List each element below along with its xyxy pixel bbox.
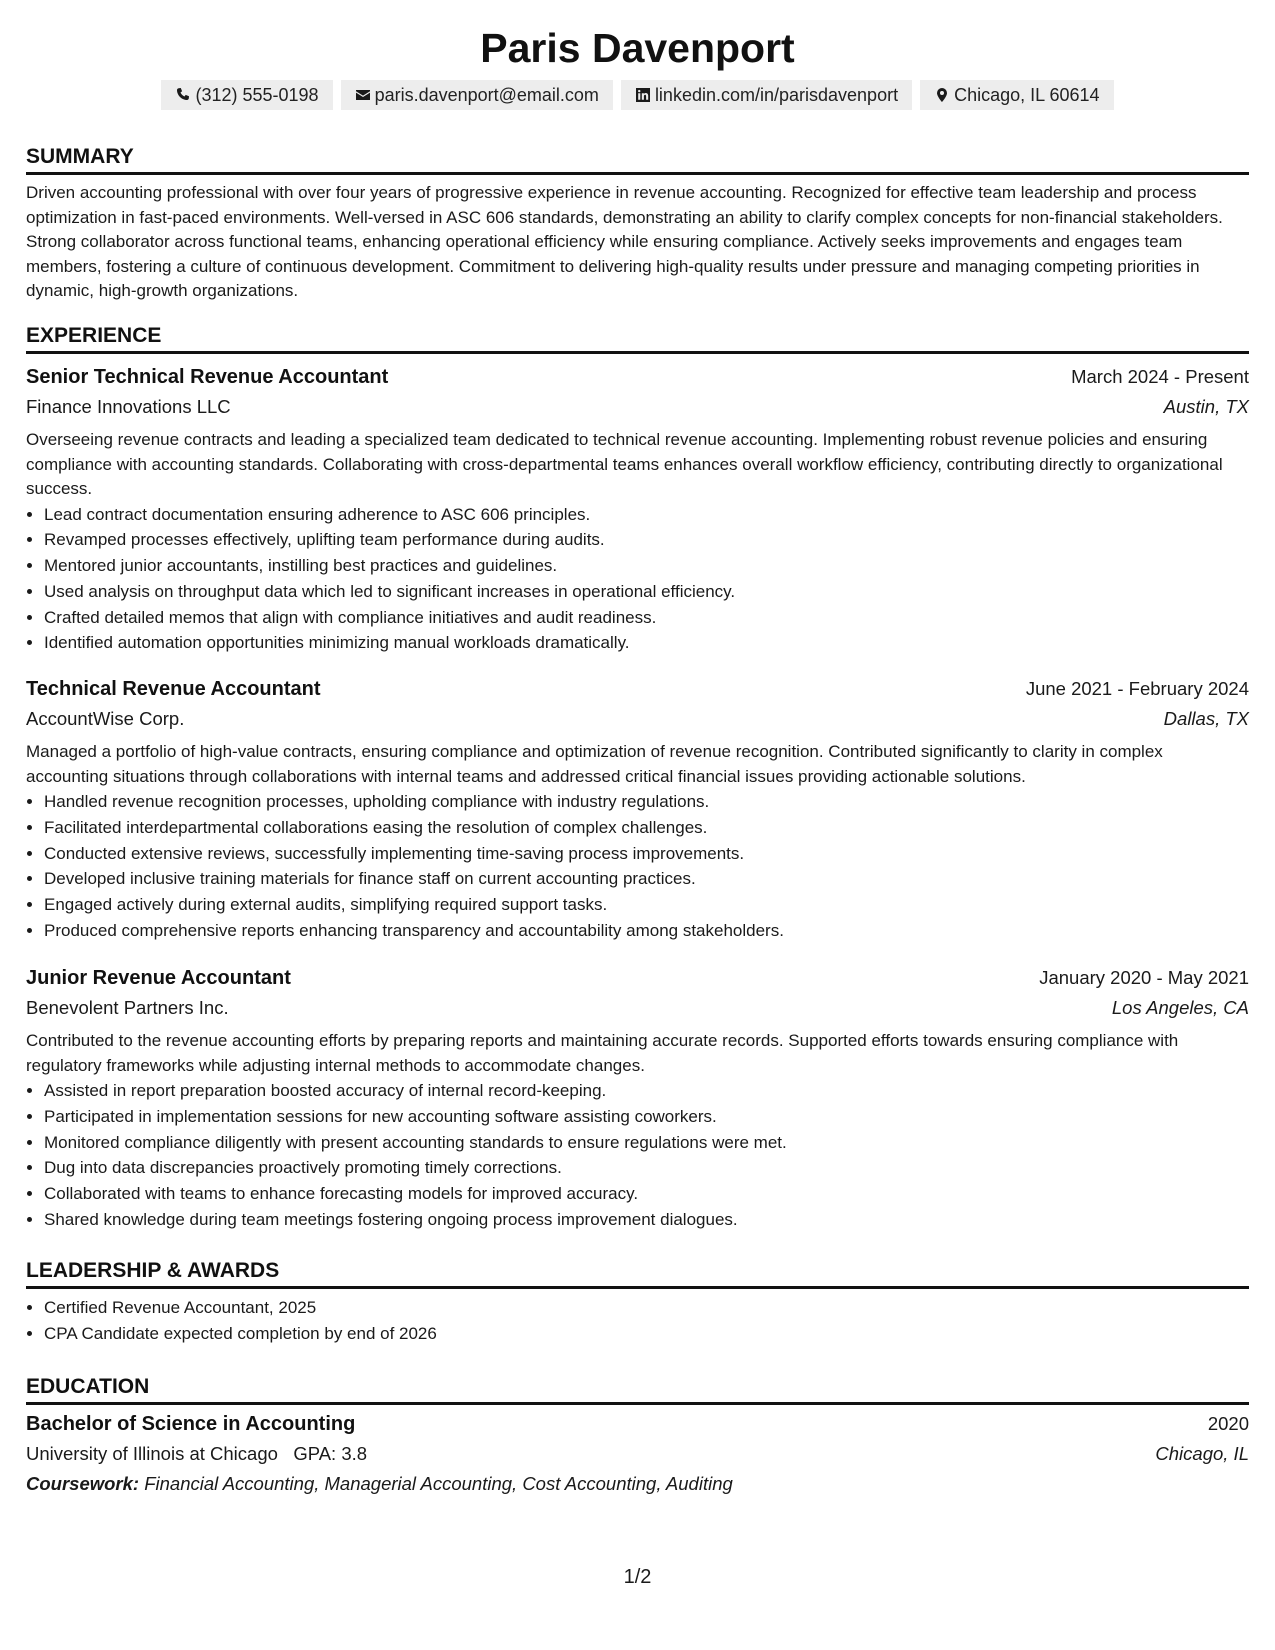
bullet-item: • Participated in implementation sessions for new accounting software assisting coworkers. xyxy=(44,1104,1249,1130)
map-pin-icon xyxy=(934,87,950,103)
bullet-item: • Monitored compliance diligently with present accounting standards to ensure regulations were met. xyxy=(44,1130,1249,1156)
linkedin-icon xyxy=(635,87,651,103)
school-line xyxy=(26,1439,367,1469)
bullet-item: • Crafted detailed memos that align with compliance initiatives and audit readiness. xyxy=(44,605,1249,631)
education-heading: EDUCATION xyxy=(26,1374,1249,1405)
contact-email-text: paris.davenport@email.com xyxy=(374,84,599,105)
job-dates: June 2021 - February 2024 xyxy=(1025,678,1249,699)
gpa: GPA: 3.8 xyxy=(293,1443,368,1464)
contact-phone xyxy=(161,80,332,110)
coursework-list: Financial Accounting, Managerial Accounting, Cost Accounting, Auditing xyxy=(144,1473,733,1494)
bullet-item: • Handled revenue recognition processes, upholding compliance with industry regulations. xyxy=(44,789,1249,815)
resume-page xyxy=(26,0,1249,1650)
bullet-item: • Revamped processes effectively, uplifting team performance during audits. xyxy=(44,527,1249,553)
school-location: Chicago, IL xyxy=(1155,1443,1249,1464)
bullet-item: • CPA Candidate expected completion by end of 2026 xyxy=(44,1321,1249,1347)
job-entry xyxy=(26,362,1249,656)
graduation-year: 2020 xyxy=(1207,1413,1249,1434)
job-company: AccountWise Corp. xyxy=(26,708,185,729)
job-location: Austin, TX xyxy=(1163,396,1249,417)
summary-text: Driven accounting professional with over four years of progressive experience in revenue accounting. Recognized for effective team leadership and process optimization in fast-paced environments. Well-versed in ASC 606 standards, demonstrating an ability to clarify complex concepts for non-financial stakeholders. Strong collaborator across functional teams, enhancing operational efficiency while ensuring compliance. Actively seeks improvements and engages team members, fostering a culture of continuous development. Commitment to delivering high-quality results under pressure and managing competing priorities in dynamic, high-growth organizations. xyxy=(26,183,1223,300)
job-description: Contributed to the revenue accounting efforts by preparing reports and maintaining accurate records. Supported efforts towards ensuring compliance with regulatory frameworks while adjusting internal methods to accommodate changes. xyxy=(26,1031,1179,1075)
bullet-item: • Identified automation opportunities minimizing manual workloads dramatically. xyxy=(44,630,1249,656)
bullet-item: • Shared knowledge during team meetings fostering ongoing process improvement dialogues. xyxy=(44,1207,1249,1233)
school-name: University of Illinois at Chicago xyxy=(26,1443,278,1464)
job-dates: January 2020 - May 2021 xyxy=(1039,967,1249,988)
bullet-item: • Lead contract documentation ensuring adherence to ASC 606 principles. xyxy=(44,502,1249,528)
bullet-item: • Mentored junior accountants, instilling best practices and guidelines. xyxy=(44,553,1249,579)
contact-email[interactable] xyxy=(341,80,613,110)
contact-linkedin[interactable] xyxy=(621,80,912,110)
envelope-icon xyxy=(355,87,371,103)
job-bullets xyxy=(26,502,1249,657)
job-location: Dallas, TX xyxy=(1163,708,1249,729)
bullet-item: • Assisted in report preparation boosted accuracy of internal record-keeping. xyxy=(44,1078,1249,1104)
bullet-item: • Engaged actively during external audits, simplifying required support tasks. xyxy=(44,892,1249,918)
bullet-item: • Collaborated with teams to enhance forecasting models for improved accuracy. xyxy=(44,1181,1249,1207)
leadership-bullets xyxy=(26,1295,1249,1347)
experience-heading: EXPERIENCE xyxy=(26,323,1249,354)
leadership-section xyxy=(26,1258,1249,1347)
job-bullets xyxy=(26,1078,1249,1233)
job-bullets xyxy=(26,789,1249,944)
contact-linkedin-text: linkedin.com/in/parisdavenport xyxy=(654,84,899,105)
job-company: Finance Innovations LLC xyxy=(26,396,231,417)
bullet-item: • Used analysis on throughput data which led to significant increases in operational efficiency. xyxy=(44,579,1249,605)
bullet-item: • Produced comprehensive reports enhancing transparency and accountability among stakeholders. xyxy=(44,918,1249,944)
job-entry xyxy=(26,674,1249,944)
summary-heading: SUMMARY xyxy=(26,144,1249,175)
contact-location-text: Chicago, IL 60614 xyxy=(954,84,1100,105)
job-description: Managed a portfolio of high-value contracts, ensuring compliance and optimization of revenue recognition. Contributed significantly to clarity in complex accounting situations through collaborations with internal teams and addressed critical financial issues providing actionable solutions. xyxy=(26,742,1163,786)
phone-icon xyxy=(175,87,191,103)
job-title: Junior Revenue Accountant xyxy=(26,967,291,989)
coursework-label: Coursework: xyxy=(26,1473,140,1494)
experience-section xyxy=(26,323,1249,354)
bullet-item: • Developed inclusive training materials for finance staff on current accounting practices. xyxy=(44,866,1249,892)
job-title: Senior Technical Revenue Accountant xyxy=(26,366,389,388)
page-number: 1/2 xyxy=(623,1566,652,1588)
contact-bar xyxy=(26,80,1249,110)
bullet-item: • Certified Revenue Accountant, 2025 xyxy=(44,1295,1249,1321)
job-entry xyxy=(26,963,1249,1233)
job-company: Benevolent Partners Inc. xyxy=(26,997,229,1018)
contact-phone-text: (312) 555-0198 xyxy=(195,84,319,105)
education-section xyxy=(26,1374,1249,1499)
summary-section xyxy=(26,144,1249,304)
bullet-item: • Facilitated interdepartmental collaborations easing the resolution of complex challenges. xyxy=(44,815,1249,841)
job-location: Los Angeles, CA xyxy=(1111,997,1249,1018)
bullet-item: • Dug into data discrepancies proactively promoting timely corrections. xyxy=(44,1155,1249,1181)
job-title: Technical Revenue Accountant xyxy=(26,678,321,700)
contact-location xyxy=(920,80,1113,110)
candidate-name: Paris Davenport xyxy=(480,25,795,71)
job-dates: March 2024 - Present xyxy=(1071,366,1249,387)
bullet-item: • Conducted extensive reviews, successfully implementing time-saving process improvements. xyxy=(44,841,1249,867)
job-description: Overseeing revenue contracts and leading a specialized team dedicated to technical revenue accounting. Implementing robust revenue policies and ensuring compliance with accounting standards. Collaborating with cross-departmental teams enhances overall workflow efficiency, contributing directly to organizational success. xyxy=(26,430,1223,498)
leadership-heading: LEADERSHIP & AWARDS xyxy=(26,1258,1249,1289)
coursework-line xyxy=(26,1469,1249,1499)
degree-title: Bachelor of Science in Accounting xyxy=(26,1413,356,1435)
